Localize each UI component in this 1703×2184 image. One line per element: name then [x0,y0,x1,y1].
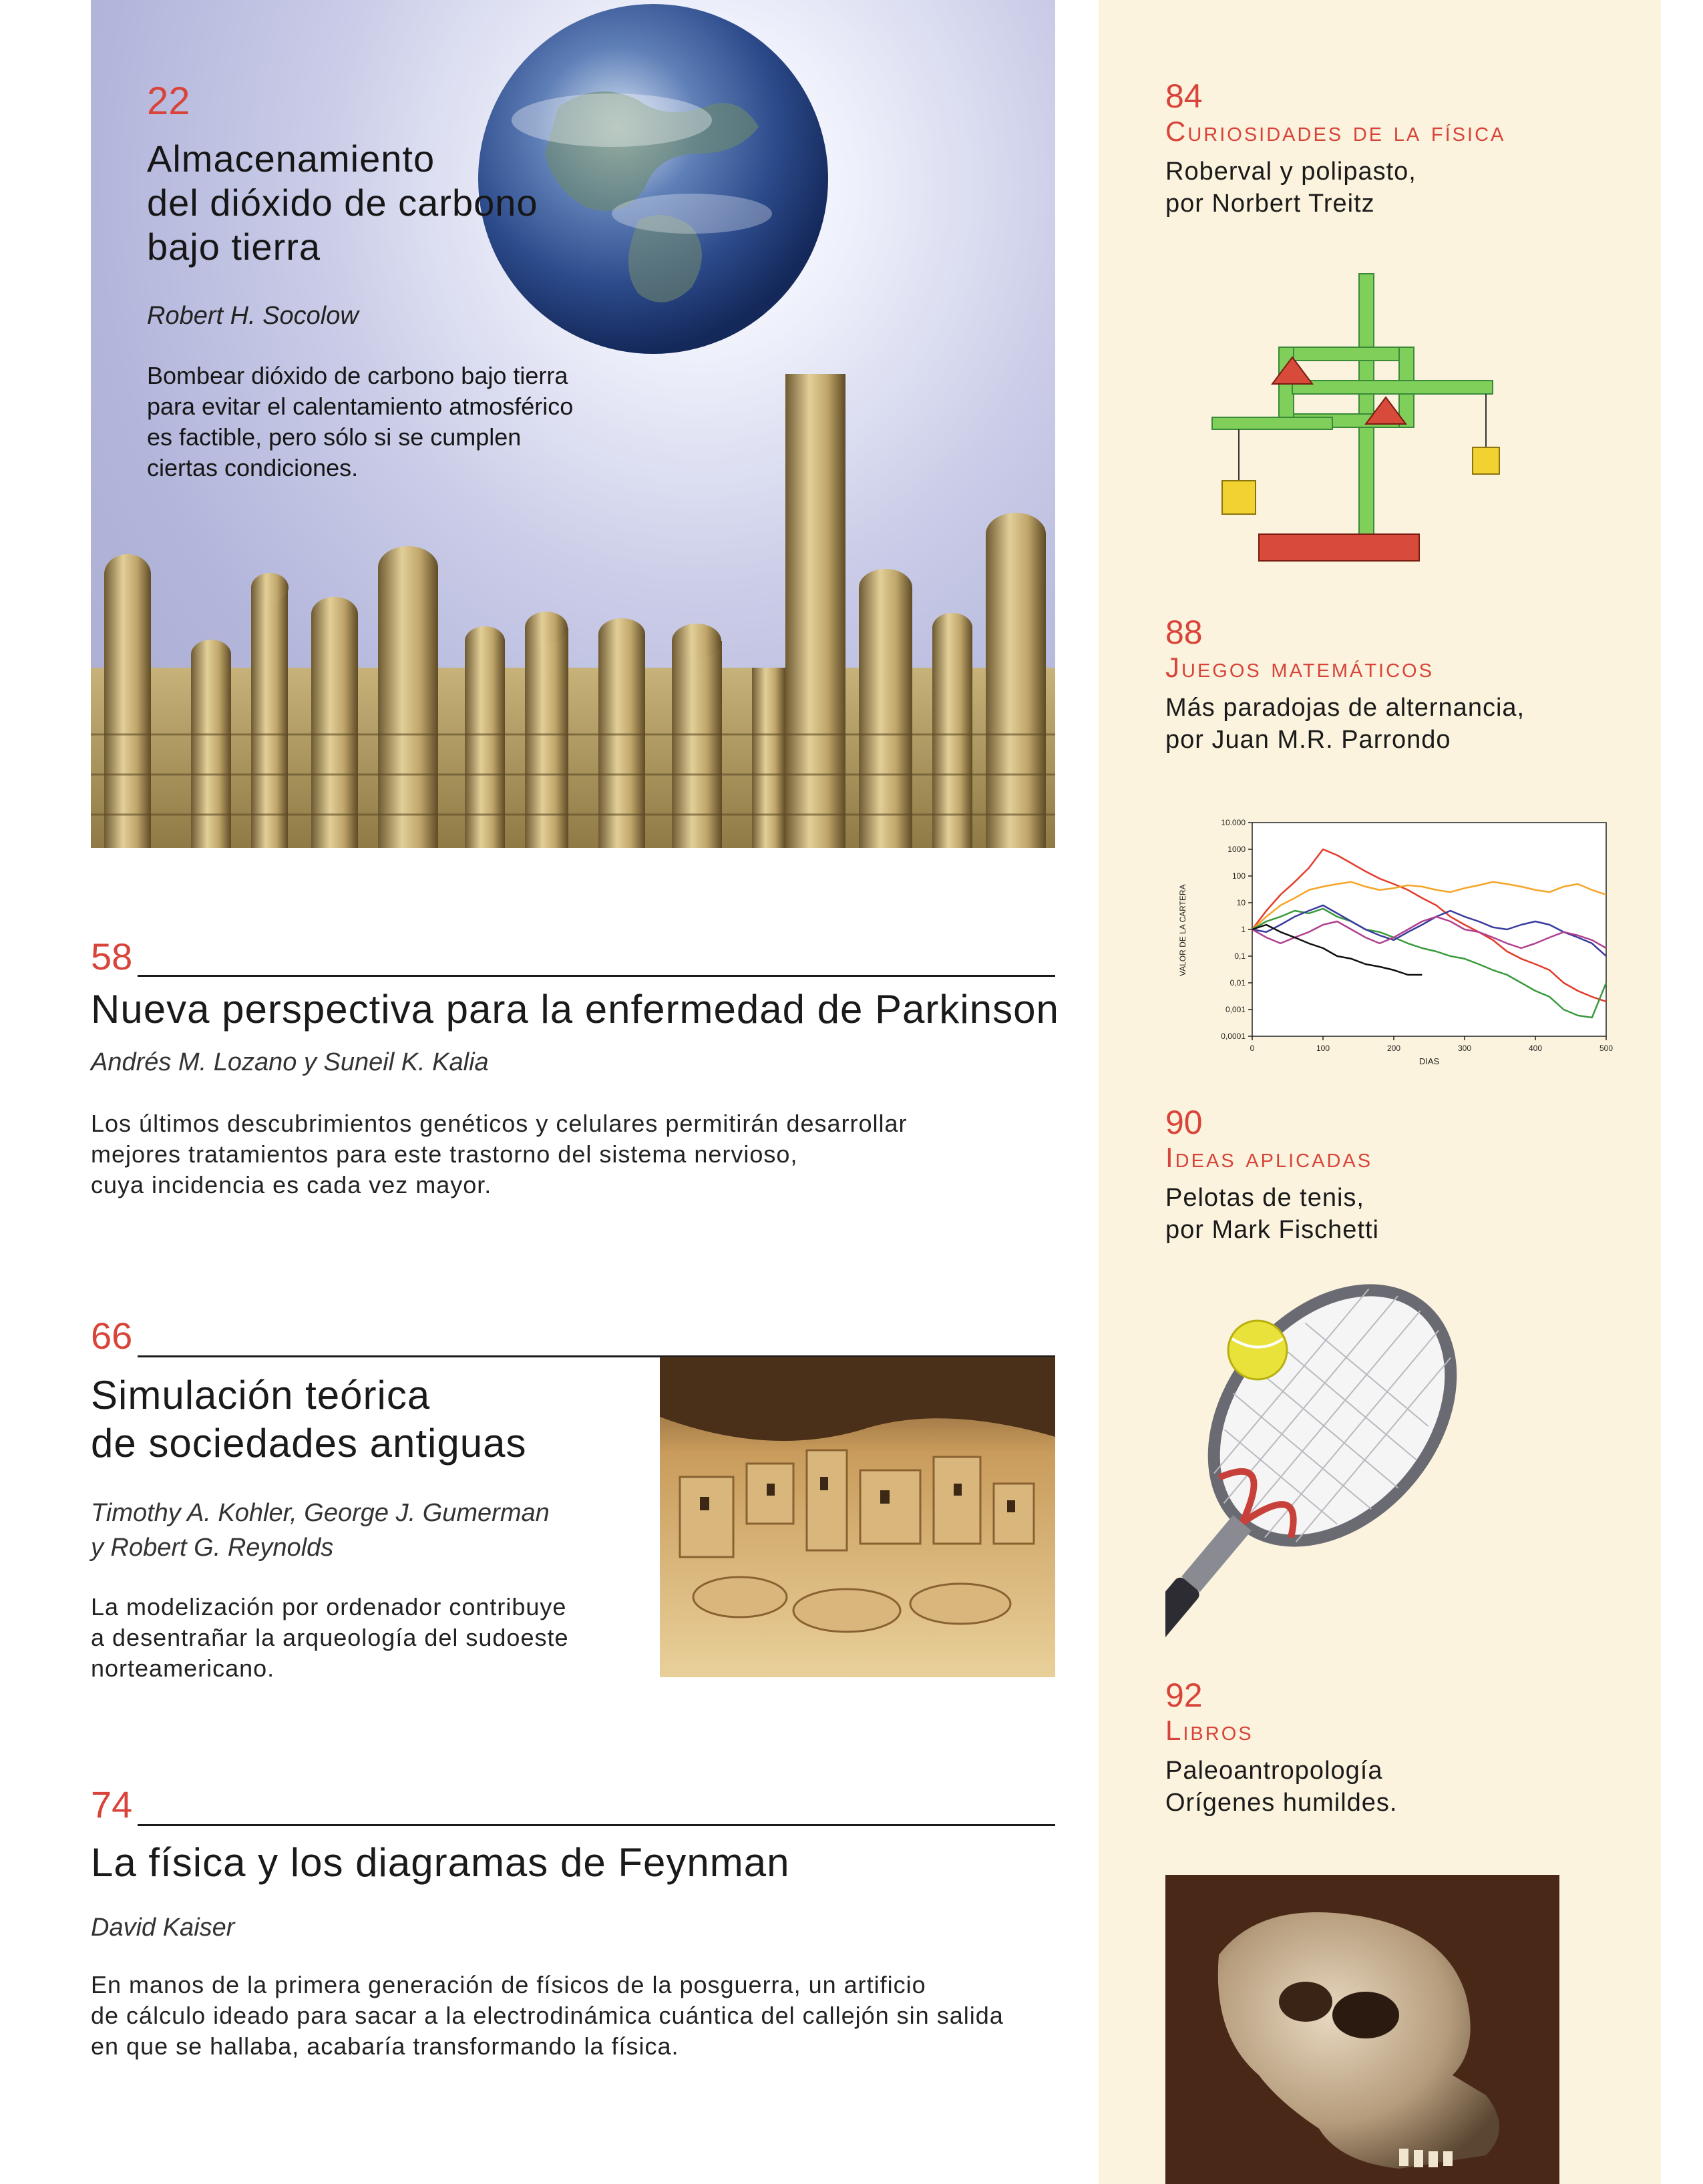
title-line: de sociedades antiguas [91,1421,527,1466]
sidebar-text-line: Paleoantropología [1165,1757,1383,1785]
article-abstract [91,1592,569,1684]
chart-x-axis-label: DIAS [1418,1056,1440,1066]
portfolio-chart [1159,808,1620,1102]
chart-y-axis-label: VALOR DE LA CARTERA [1178,884,1187,976]
article-abstract [91,1108,908,1200]
chart-y-tick-label: 100 [1232,871,1246,881]
article-author [91,1496,550,1565]
article-author: David Kaiser [91,1914,235,1942]
sidebar-text-line: Roberval y polipasto, [1165,158,1416,186]
skull-photo [1165,1875,1559,2184]
chart-plot-area [1252,823,1606,1036]
chart-y-tick-label: 10 [1236,898,1246,907]
sidebar-text [1165,692,1525,756]
abstract-line: de cálculo ideado para sacar a la electrodinámica cuántica del callejón sin salida [91,2002,1004,2029]
hero-author: Robert H. Socolow [147,302,359,330]
chart-x-tick-label: 0 [1250,1044,1255,1053]
sidebar-item-books[interactable] [1165,1676,1398,1819]
sidebar-item-physics[interactable] [1165,77,1505,220]
sidebar-text [1165,156,1505,220]
abstract-line: mejores tratamientos para este trastorno del sistema nervioso, [91,1140,798,1168]
abstract-line: cuya incidencia es cada vez mayor. [91,1171,492,1198]
sidebar-section: Libros [1165,1715,1254,1746]
sidebar-section: Ideas aplicadas [1165,1142,1373,1173]
chart-x-tick-label: 400 [1528,1044,1543,1053]
chart-y-tick-label: 10.000 [1221,818,1246,827]
sidebar-item-applied-ideas[interactable] [1165,1103,1379,1246]
article-page-number: 74 [91,1783,133,1825]
abstract-line: en que se hallaba, acabaría transformando la física. [91,2032,679,2060]
sidebar-text-line: por Norbert Treitz [1165,190,1375,218]
article-title [91,1371,526,1468]
abstract-line: Los últimos descubrimientos genéticos y celulares permitirán desarrollar [91,1110,908,1137]
sidebar-text-line: Pelotas de tenis, [1165,1184,1364,1212]
sidebar-section: Curiosidades de la física [1165,116,1506,147]
abstract-line: La modelización por ordenador contribuye [91,1593,567,1620]
article-page-number: 66 [91,1315,133,1357]
title-line: Simulación teórica [91,1373,431,1417]
hero-page-number: 22 [147,79,190,123]
sidebar-text-line: Más paradojas de alternancia, [1165,694,1525,722]
article-title: Nueva perspectiva para la enfermedad de Parkinson [91,987,1059,1032]
sidebar-text [1165,1755,1398,1819]
chart-y-tick-label: 0,0001 [1221,1032,1246,1041]
chart-y-tick-label: 0,01 [1229,978,1246,988]
author-line: Timothy A. Kohler, George J. Gumerman [91,1499,550,1527]
chart-x-tick-label: 200 [1386,1044,1401,1053]
article-abstract [91,1970,1004,2062]
sidebar-page-number: 90 [1165,1104,1203,1141]
sidebar-departments [1099,0,1661,2184]
cliff-dwelling-photo [660,1357,1055,1677]
chart-x-tick-label: 100 [1316,1044,1330,1053]
chart-y-tick-label: 0,001 [1225,1005,1246,1014]
sidebar-item-math-games[interactable] [1165,613,1525,756]
abstract-line: a desentrañar la arqueología del sudoeste [91,1624,569,1651]
chart-y-tick-label: 1000 [1227,845,1246,854]
chart-y-tick-label: 0,1 [1234,951,1246,961]
article-title: La física y los diagramas de Feynman [91,1840,790,1885]
sidebar-text-line: por Juan M.R. Parrondo [1165,726,1451,754]
sidebar-page-number: 88 [1165,614,1203,651]
sidebar-text-line: Orígenes humildes. [1165,1789,1398,1817]
article-author: Andrés M. Lozano y Suneil K. Kalia [91,1048,489,1076]
hero-title-line: bajo tierra [147,226,321,268]
sidebar-section: Juegos matemáticos [1165,652,1434,683]
hero-abstract-line: para evitar el calentamiento atmosférico [147,393,574,420]
author-line: y Robert G. Reynolds [91,1534,334,1562]
hero-title-line: Almacenamiento [147,138,435,180]
sidebar-page-number: 92 [1165,1677,1203,1714]
hero-title-line: del dióxido de carbono [147,182,538,224]
chart-y-tick-label: 1 [1241,925,1246,934]
divider [138,1824,1055,1826]
hero-title [147,137,538,269]
hero-article[interactable] [91,0,1055,848]
roberval-balance-illustration [1159,267,1586,588]
chart-x-tick-label: 500 [1599,1044,1614,1053]
abstract-line: En manos de la primera generación de físicos de la posguerra, un artificio [91,1971,926,1998]
hero-abstract-line: es factible, pero sólo si se cumplen [147,423,522,451]
hero-abstract [147,361,573,483]
hero-abstract-line: Bombear dióxido de carbono bajo tierra [147,362,568,389]
article-page-number: 58 [91,935,133,977]
chart-x-tick-label: 300 [1457,1044,1472,1053]
hero-abstract-line: ciertas condiciones. [147,454,359,481]
sidebar-page-number: 84 [1165,77,1203,115]
sidebar-text [1165,1182,1379,1246]
divider [138,975,1055,977]
sidebar-text-line: por Mark Fischetti [1165,1216,1379,1244]
abstract-line: norteamericano. [91,1655,275,1682]
